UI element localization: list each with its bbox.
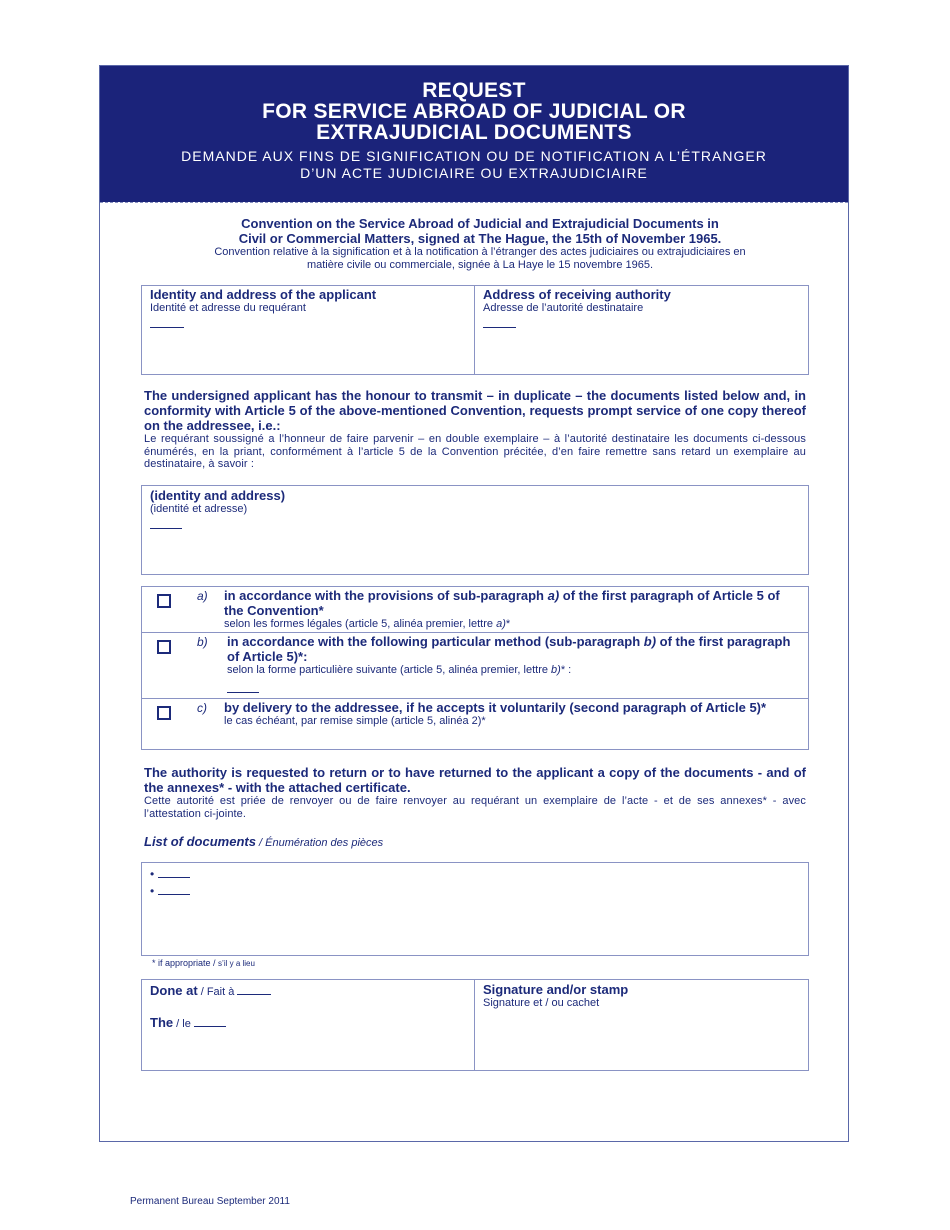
convention-title-en-2: Civil or Commercial Matters, signed at The Hague, the 15th of November 1965. [238,231,722,246]
done-at-field[interactable] [237,982,271,995]
date-label-en: The [150,1015,174,1030]
footnote-fr: s’il y a lieu [218,959,255,968]
option-a-letter: a) [197,589,208,603]
option-a-checkbox[interactable] [157,594,171,608]
option-a-text-en-post: of the first paragraph of Article 5 of the Convention* [224,588,780,618]
option-b-em-en: b) [643,634,657,649]
subtitle-line-2: D’UN ACTE JUDICIAIRE OU EXTRAJUDICIAIRE [300,165,648,181]
done-at-label-fr: / Fait à [197,986,238,998]
convention-reference [160,216,800,272]
title-banner [100,66,848,202]
signature-label-en: Signature and/or stamp [483,982,629,997]
documents-title-en: List of documents [144,834,256,849]
option-a-em-fr: a) [496,618,506,630]
option-a-text-fr-post: * [505,618,511,630]
transmit-en: The undersigned applicant has the honour to transmit – in duplicate – the documents listed below and, in conformity with Article 5 of the above-mentioned Convention, requests prompt service of one copy thereof on the addressee, i.e.: [144,388,806,433]
option-b-checkbox[interactable] [157,640,171,654]
option-a-text-en: in accordance with the provisions of sub-paragraph [224,588,548,603]
footnote-en: * if appropriate / [152,958,219,968]
applicant-label-fr: Identité et adresse du requérant [150,302,306,314]
documents-list-box[interactable] [141,862,809,956]
title-line-3: EXTRAJUDICIAL DOCUMENTS [316,121,632,144]
documents-list-item[interactable] [150,882,190,899]
title-line-2: FOR SERVICE ABROAD OF JUDICIAL OR [262,100,686,123]
option-c-row[interactable] [141,698,809,750]
documents-heading [144,834,383,849]
transmit-statement [144,388,806,471]
footer-text: Permanent Bureau September 2011 [130,1196,290,1207]
option-b-em-fr: b) [551,664,561,676]
signature-box[interactable] [474,979,809,1071]
authority-label-fr: Adresse de l’autorité destinataire [483,302,644,314]
signature-label-fr: Signature et / ou cachet [483,997,600,1009]
done-at-box[interactable] [141,979,475,1071]
option-b-text-en: in accordance with the following particular method (sub-paragraph [227,634,644,649]
authority-box[interactable] [474,285,809,375]
option-b-text-fr-post: * : [560,664,572,676]
option-b-text-fr: selon la forme particulière suivante (article 5, alinéa premier, lettre [227,664,552,676]
option-c-text-en: by delivery to the addressee, if he accepts it voluntarily (second paragraph of Article 5)* [224,700,767,715]
date-label-fr: / le [173,1018,194,1030]
convention-title-en-1: Convention on the Service Abroad of Judicial and Extrajudicial Documents in [241,216,719,231]
option-b-row[interactable] [141,632,809,699]
done-at-label-en: Done at [150,983,198,998]
title-line-1: REQUEST [422,79,526,102]
form-frame [99,65,849,1142]
option-a-em-en: a) [547,588,560,603]
option-b-letter: b) [197,635,208,649]
return-request [144,765,806,820]
applicant-field[interactable] [150,315,184,328]
documents-list-item[interactable] [150,865,190,882]
option-c-text-fr: le cas échéant, par remise simple (article 5, alinéa 2)* [224,715,486,727]
return-fr: Cette autorité est priée de renvoyer ou de faire renvoyer au requérant un exemplaire de l’acte - et de ses annexes* - avec l’attestation ci-jointe. [144,795,806,820]
banner-divider [100,202,848,203]
authority-label-en: Address of receiving authority [483,287,671,302]
option-c-letter: c) [197,701,207,715]
option-a-row[interactable] [141,586,809,633]
applicant-label-en: Identity and address of the applicant [150,287,377,302]
option-b-method-field[interactable] [227,680,259,693]
option-a-text-fr: selon les formes légales (article 5, alinéa premier, lettre [224,618,497,630]
bullet-2: • [150,884,155,898]
authority-field[interactable] [483,315,516,328]
bullet-1: • [150,867,155,881]
option-b-text-en-post: of the first paragraph of Article 5)*: [227,634,791,664]
applicant-box[interactable] [141,285,475,375]
transmit-fr: Le requérant soussigné a l’honneur de faire parvenir – en double exemplaire – à l’autorité destinataire les documents ci-dessous énumérés, en la priant, conformément à l’article 5 de la Convention précitée, d’en faire remettre sans retard un exemplaire au destinataire, à savoir : [144,433,806,470]
subtitle-line-1: DEMANDE AUX FINS DE SIGNIFICATION OU DE NOTIFICATION A L’ÉTRANGER [181,148,767,164]
convention-title-fr-1: Convention relative à la signification et à la notification à l’étranger des actes judiciaires ou extrajudiciaires en [214,246,746,258]
date-field[interactable] [194,1014,226,1027]
addressee-label-en: (identity and address) [150,488,286,503]
addressee-label-fr: (identité et adresse) [150,503,248,515]
footnote [152,958,255,968]
addressee-box[interactable] [141,485,809,575]
addressee-field[interactable] [150,516,182,529]
return-en: The authority is requested to return or to have returned to the applicant a copy of the documents - and of the annexes* - with the attached certificate. [144,765,806,795]
option-c-checkbox[interactable] [157,706,171,720]
convention-title-fr-2: matière civile ou commerciale, signée à La Haye le 15 novembre 1965. [306,259,654,271]
documents-title-fr: / Énumération des pièces [255,837,384,849]
